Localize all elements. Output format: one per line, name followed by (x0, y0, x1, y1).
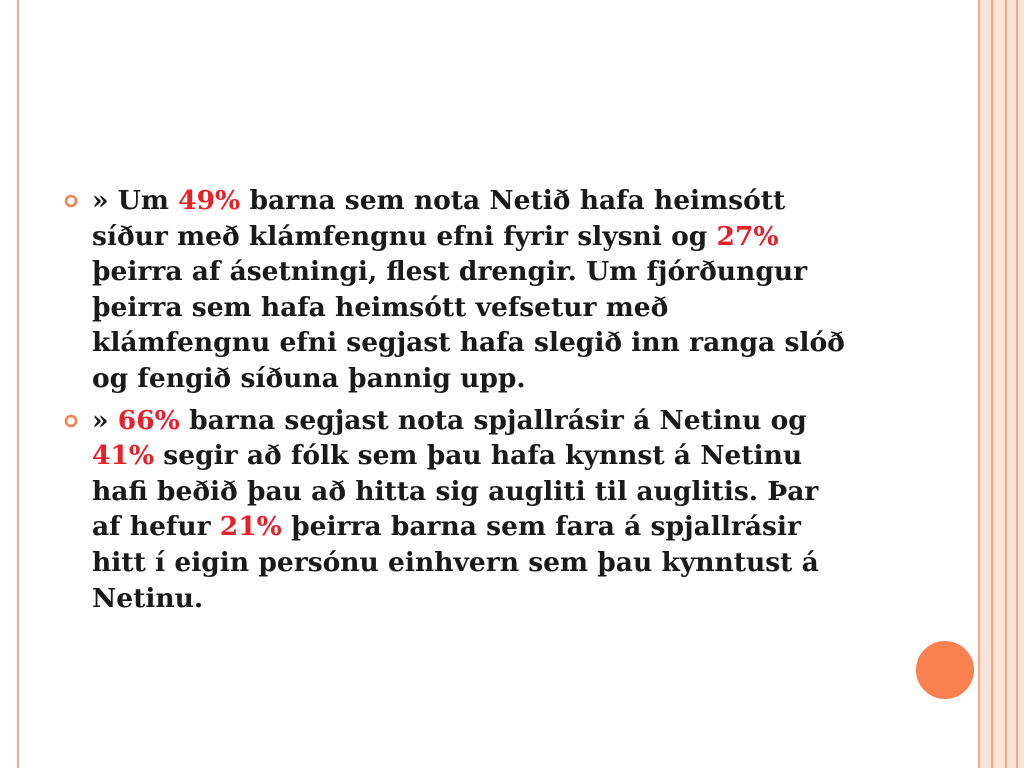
right-frame-line (978, 0, 980, 768)
highlighted-percentage: 21% (219, 511, 282, 543)
bullet-text: þeirra barna sem fara á spjallrásir hitt í eigin persónu einhvern sem þau kynntust á Netinu. (92, 511, 819, 614)
ring-bullet-icon (64, 414, 78, 428)
ring-bullet-icon (64, 194, 78, 208)
right-frame-line (991, 0, 993, 768)
bullet-item (62, 183, 852, 397)
highlighted-percentage: 41% (92, 440, 155, 472)
highlighted-percentage: 49% (178, 185, 241, 216)
right-frame-line (1016, 0, 1018, 768)
bullet-text: barna sem nota Netið hafa heimsótt síður með klámfengnu efni fyrir slysni og (92, 185, 786, 252)
bullet-list (62, 183, 852, 622)
right-frame-line (1005, 0, 1007, 768)
bullet-text: » Um (92, 185, 179, 216)
bullet-text: » (92, 404, 118, 436)
bullet-text: segir að fólk sem þau hafa kynnst á Netinu hafi beðið þau að hitta sig augliti til auglitis. Þar af hefur (92, 440, 819, 543)
decorative-circle (914, 639, 976, 701)
bullet-text: þeirra af ásetningi, flest drengir. Um fjórðungur þeirra sem hafa heimsótt vefsetur með klámfengnu efni segjast hafa slegið inn ranga slóð og fengið síðuna þannig upp. (92, 256, 845, 394)
bullet-item (62, 403, 852, 617)
highlighted-percentage: 66% (117, 404, 180, 436)
highlighted-percentage: 27% (716, 220, 779, 252)
left-frame-line (17, 0, 19, 768)
bullet-text: barna segjast nota spjallrásir á Netinu og (179, 404, 807, 436)
